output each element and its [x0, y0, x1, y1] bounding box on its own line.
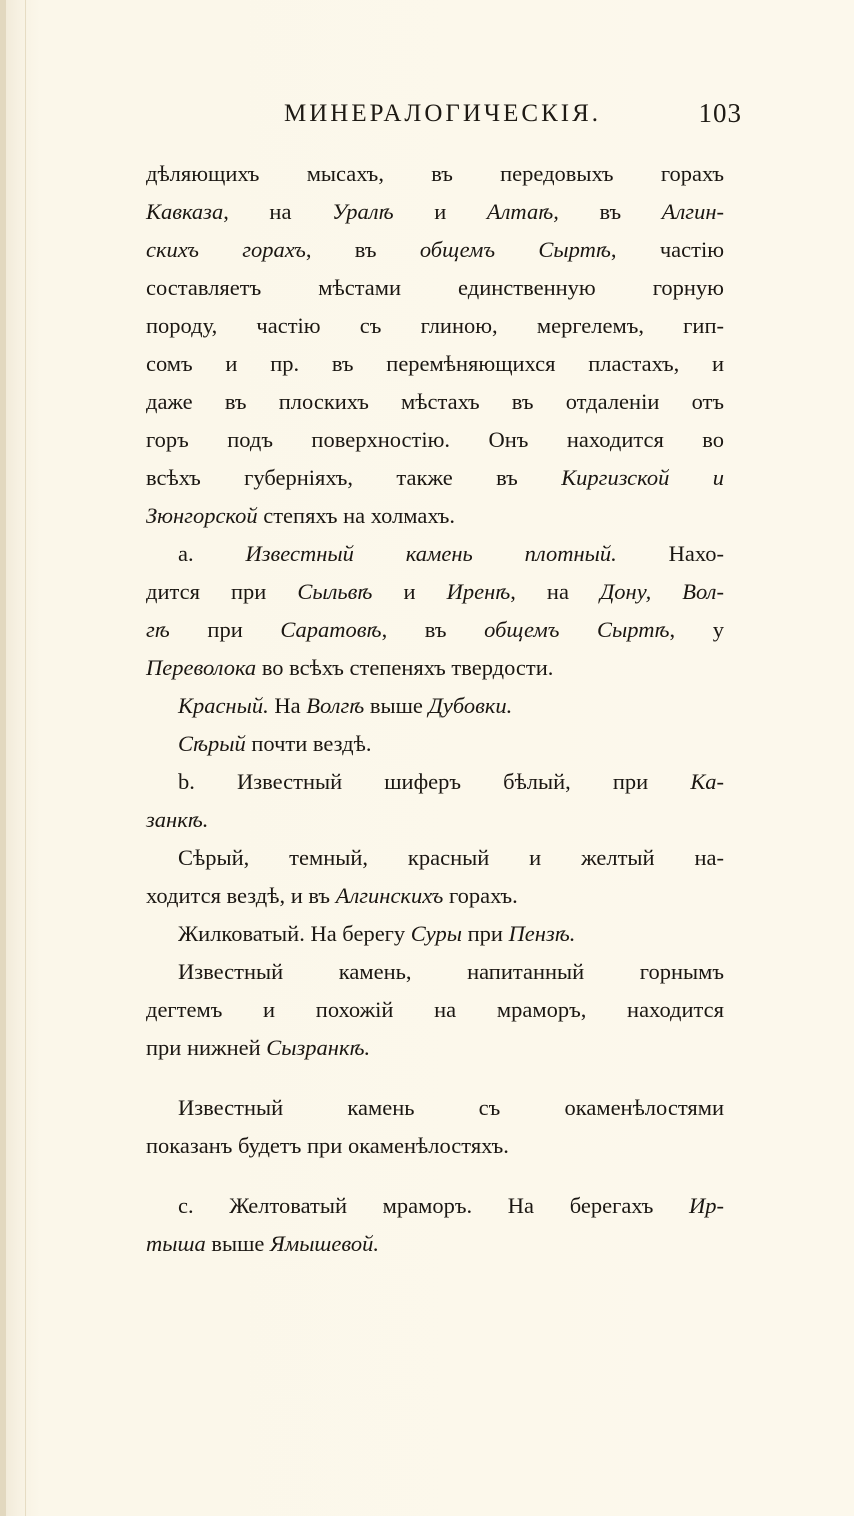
text-line	[146, 421, 724, 459]
text-segment: во всѣхъ степеняхъ твердости.	[256, 655, 554, 680]
text-line	[146, 535, 724, 573]
text-segment: составляетъ мѣстами единственную горную	[146, 275, 724, 300]
text-segment: , частію	[610, 237, 725, 262]
italic-text: Красный.	[178, 693, 269, 718]
text-line	[146, 459, 724, 497]
text-segment: выше	[205, 1231, 271, 1256]
text-line	[146, 231, 724, 269]
italic-text: Сыльвѣ	[297, 579, 373, 604]
page-fold-line	[25, 0, 26, 1516]
text-segment: горъ подъ поверхностію. Онъ находится во	[146, 427, 724, 452]
text-line	[146, 307, 724, 345]
text-segment: Нахо-	[616, 541, 724, 566]
body-text	[146, 155, 724, 1263]
text-segment: ходится вездѣ, и въ	[146, 883, 336, 908]
text-line	[146, 649, 724, 687]
italic-text: Волгѣ	[306, 693, 365, 718]
text-line	[146, 1127, 724, 1165]
text-segment: горахъ.	[443, 883, 518, 908]
text-line	[146, 953, 724, 991]
italic-text: Переволока	[146, 655, 257, 680]
italic-text: Суры	[410, 921, 462, 946]
text-segment: Известный камень съ окаменѣлостями	[178, 1095, 724, 1120]
text-segment: Сѣрый, темный, красный и желтый на-	[178, 845, 724, 870]
text-segment: степяхъ на холмахъ.	[257, 503, 456, 528]
italic-text: общемъ Сыртѣ	[419, 237, 611, 262]
page-number: 103	[698, 98, 742, 128]
text-line	[146, 193, 724, 231]
italic-text: Саратовѣ	[280, 617, 382, 642]
text-segment: при	[169, 617, 281, 642]
italic-text: Иренѣ	[446, 579, 511, 604]
text-segment: дится при	[146, 579, 298, 604]
text-line	[146, 839, 724, 877]
text-segment: при	[461, 921, 509, 946]
italic-text: тыша	[146, 1231, 206, 1256]
text-line	[146, 573, 724, 611]
running-title: МИНЕРАЛОГИЧЕСКІЯ.	[284, 100, 602, 127]
text-line	[146, 1225, 724, 1263]
text-segment: Известный камень, напитанный горнымъ	[178, 959, 724, 984]
text-line	[146, 687, 724, 725]
text-segment: , на	[223, 199, 333, 224]
italic-text: Пензѣ.	[508, 921, 576, 946]
text-segment: Жилковатый. На берегу	[178, 921, 411, 946]
italic-text: скихъ горахъ	[146, 237, 306, 262]
italic-text: Ка-	[690, 769, 724, 794]
italic-text: Сѣрый	[178, 731, 246, 756]
italic-text: Киргизской и	[561, 465, 725, 490]
text-line	[146, 801, 724, 839]
text-segment: породу, частію съ глиною, мергелемъ, гип-	[146, 313, 724, 338]
italic-text: Зюнгорской	[146, 503, 258, 528]
italic-text: Известный камень плотный.	[245, 541, 617, 566]
text-segment: всѣхъ губерніяхъ, также въ	[146, 465, 562, 490]
page-header	[284, 100, 742, 130]
text-segment: , въ	[305, 237, 420, 262]
text-line	[146, 877, 724, 915]
italic-text: Алгинскихъ	[335, 883, 444, 908]
text-segment: На	[268, 693, 307, 718]
italic-text: Кавказа	[146, 199, 224, 224]
text-line	[146, 1187, 724, 1225]
text-line	[146, 763, 724, 801]
text-line	[146, 383, 724, 421]
text-segment: выше	[364, 693, 429, 718]
text-line	[146, 611, 724, 649]
text-segment: въ	[558, 199, 662, 224]
italic-text: Дону, Вол-	[599, 579, 724, 604]
text-line	[146, 915, 724, 953]
text-segment: и	[393, 199, 487, 224]
text-segment: почти вездѣ.	[245, 731, 372, 756]
text-segment: b. Известный шиферъ бѣлый, при	[178, 769, 691, 794]
text-line	[146, 1089, 724, 1127]
text-segment: показанъ будетъ при окаменѣлостяхъ.	[146, 1133, 509, 1158]
italic-text: общемъ Сыртѣ	[484, 617, 670, 642]
text-segment: , въ	[381, 617, 485, 642]
text-line	[146, 725, 724, 763]
text-line	[146, 991, 724, 1029]
text-segment: c. Желтоватый мраморъ. На берегахъ	[178, 1193, 689, 1218]
text-line	[146, 497, 724, 535]
text-segment: a.	[178, 541, 246, 566]
italic-text: занкѣ.	[146, 807, 209, 832]
text-line	[146, 155, 724, 193]
text-segment: сомъ и пр. въ перемѣняющихся пластахъ, и	[146, 351, 724, 376]
italic-text: Ир-	[689, 1193, 724, 1218]
text-segment: , у	[669, 617, 724, 642]
italic-text: гѣ	[146, 617, 170, 642]
text-line	[146, 269, 724, 307]
text-segment: , на	[510, 579, 600, 604]
text-line	[146, 1029, 724, 1067]
italic-text: Уралѣ	[332, 199, 394, 224]
text-line	[146, 345, 724, 383]
text-segment: при нижней	[146, 1035, 267, 1060]
text-segment: даже въ плоскихъ мѣстахъ въ отдаленіи отъ	[146, 389, 724, 414]
text-segment: дегтемъ и похожій на мраморъ, находится	[146, 997, 724, 1022]
text-segment: и	[372, 579, 447, 604]
italic-text: Алтаѣ,	[486, 199, 559, 224]
italic-text: Алгин-	[661, 199, 724, 224]
italic-text: Дубовки.	[428, 693, 513, 718]
page-spine-edge	[0, 0, 6, 1516]
text-segment: дѣляющихъ мысахъ, въ передовыхъ горахъ	[146, 161, 724, 186]
italic-text: Сызранкѣ.	[266, 1035, 371, 1060]
italic-text: Ямышевой.	[270, 1231, 379, 1256]
